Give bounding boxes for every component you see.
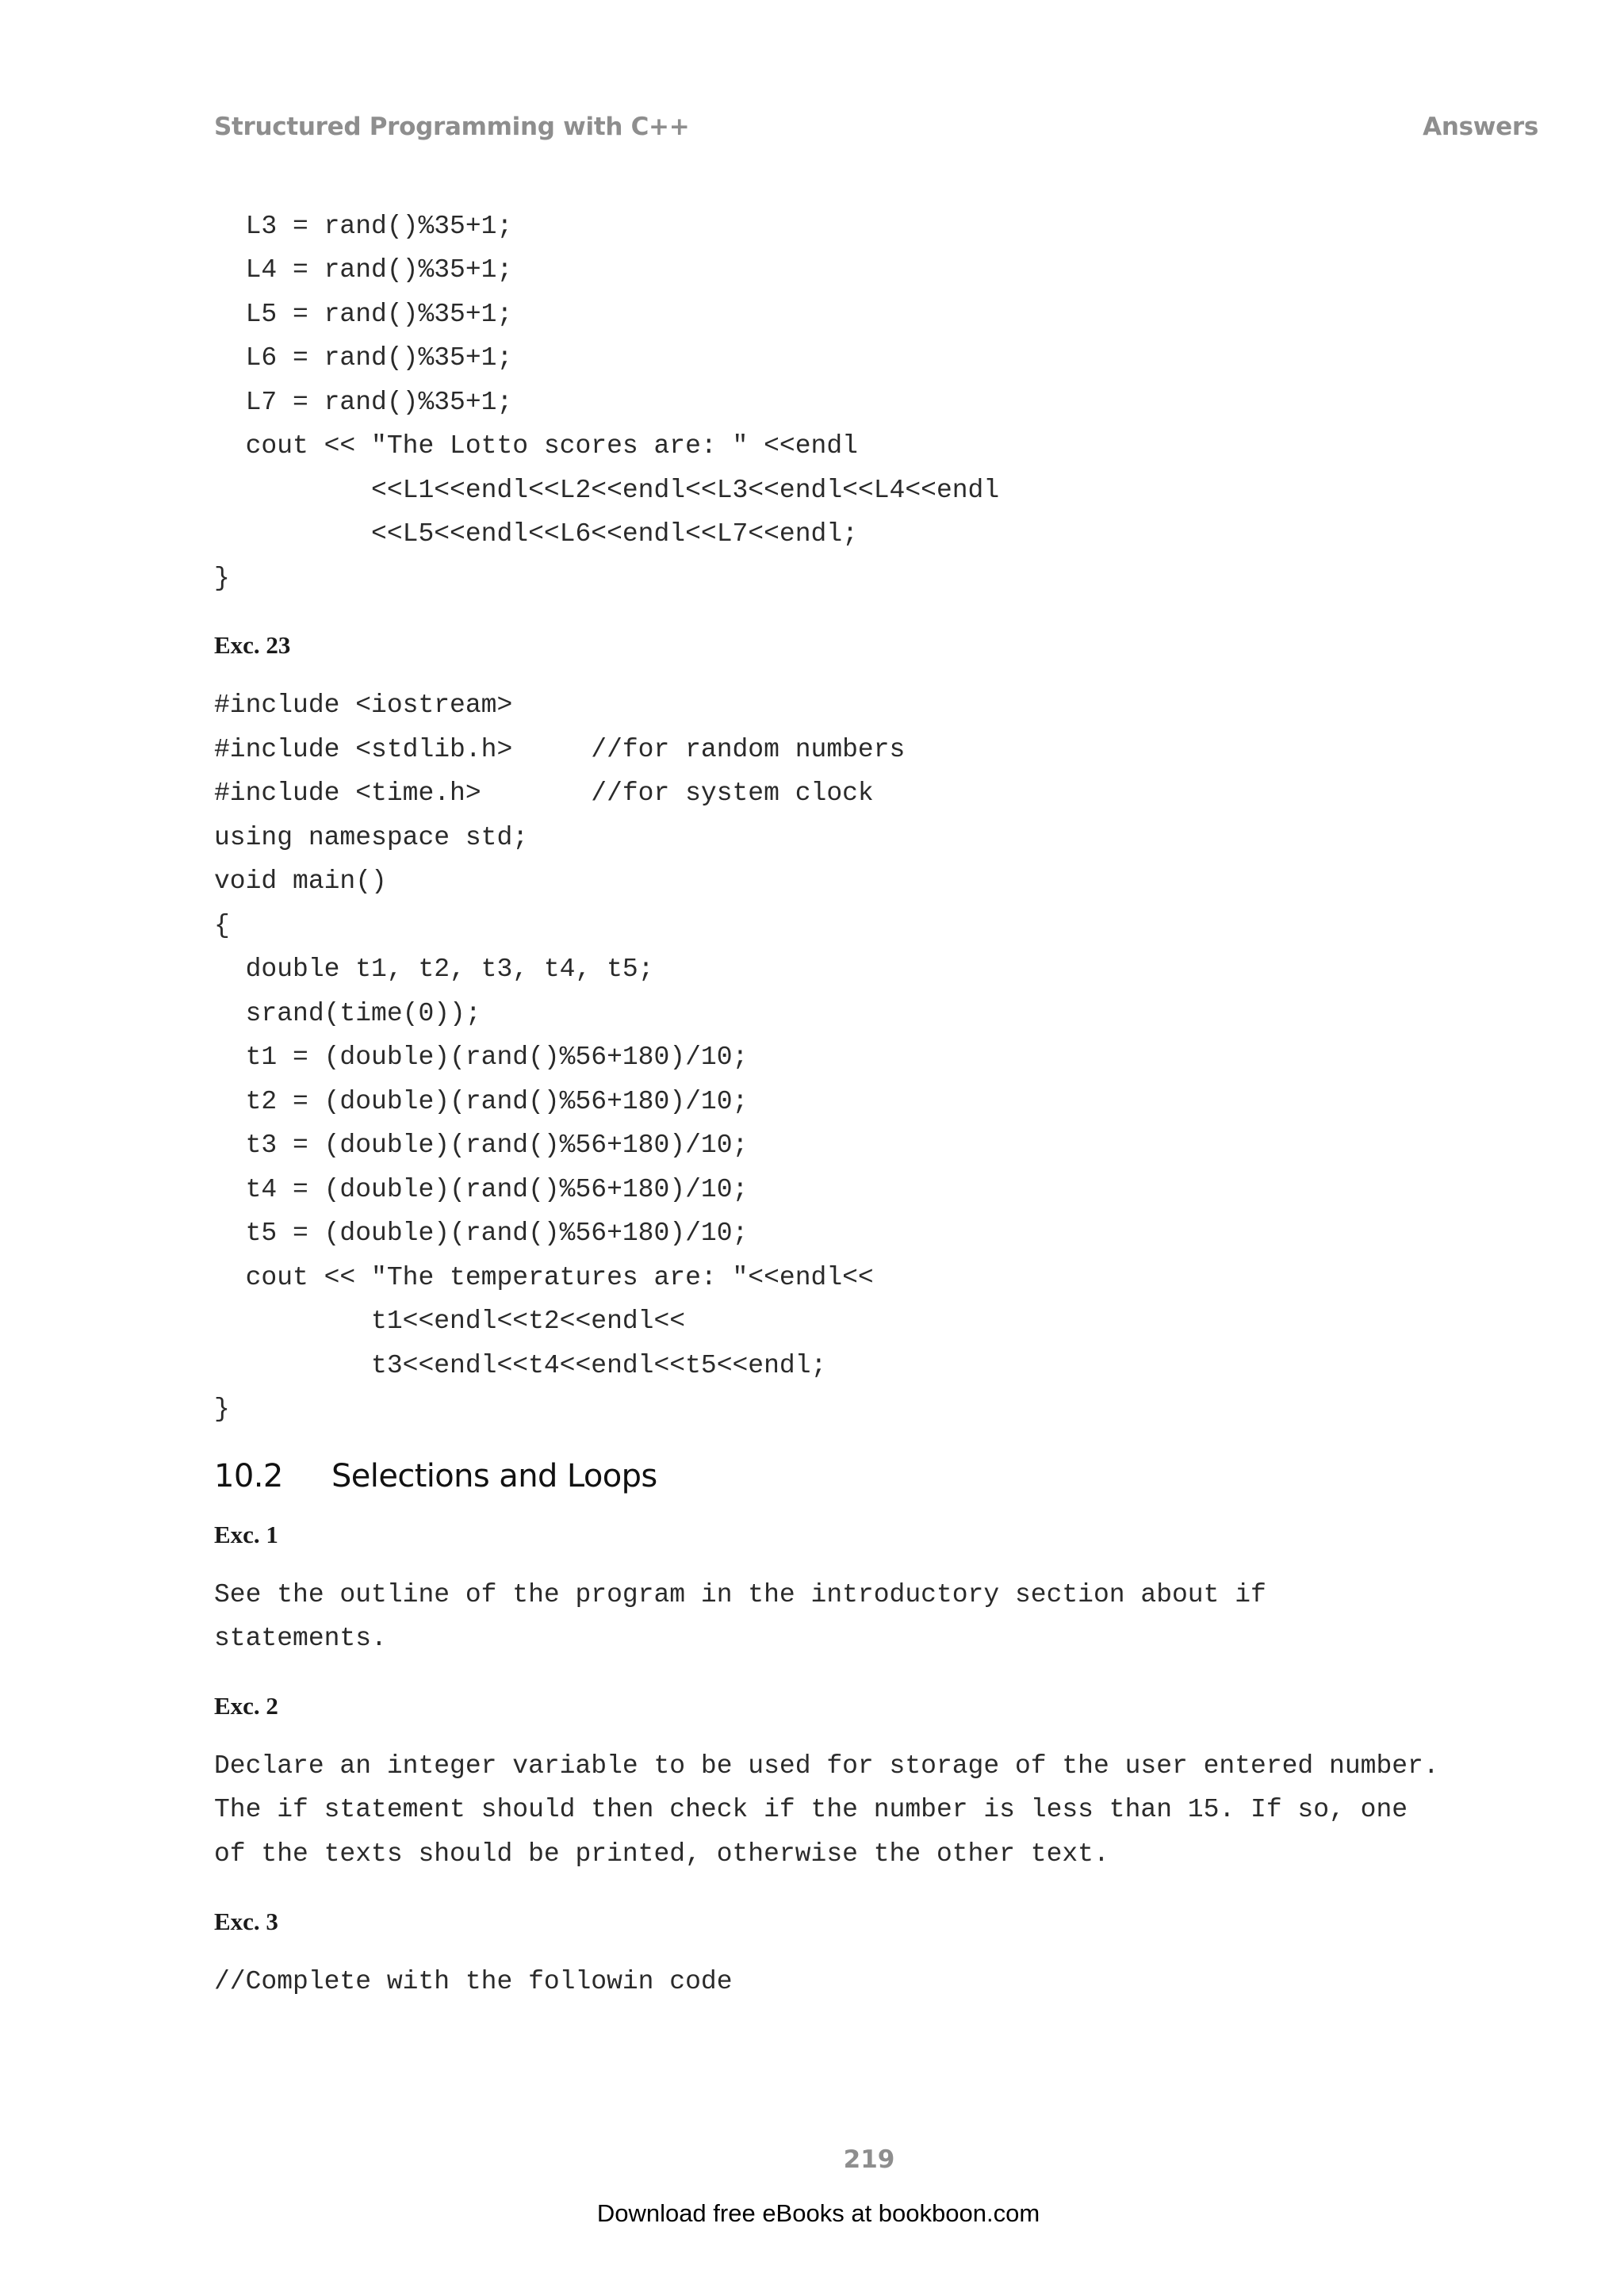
exercise-heading: Exc. 23 [214, 631, 291, 659]
download-ebooks-link[interactable]: Download free eBooks at bookboon.com [596, 2199, 1040, 2227]
text-line: The if statement should then check if the number is less than 15. If so, one [214, 1795, 1408, 1824]
code-line: cout << "The temperatures are: "<<endl<< [214, 1263, 874, 1292]
code-line: L4 = rand()%35+1; [214, 255, 513, 285]
section-heading [214, 1456, 657, 1497]
code-line: } [214, 564, 230, 593]
section-title: Selections and Loops [331, 1458, 657, 1494]
page-number: 219 [843, 2145, 895, 2174]
code-line: void main() [214, 867, 387, 896]
code-line: } [214, 1395, 230, 1424]
running-header [214, 113, 1538, 151]
code-line: #include <iostream> [214, 691, 513, 720]
code-line: t1 = (double)(rand()%56+180)/10; [214, 1043, 749, 1072]
code-line: t5 = (double)(rand()%56+180)/10; [214, 1219, 749, 1248]
code-line: L3 = rand()%35+1; [214, 212, 513, 241]
code-line: t4 = (double)(rand()%56+180)/10; [214, 1175, 749, 1204]
code-line: L7 = rand()%35+1; [214, 388, 513, 417]
exercise-heading: Exc. 1 [214, 1521, 278, 1548]
exercise-heading: Exc. 3 [214, 1908, 278, 1935]
code-line: #include <stdlib.h> //for random numbers [214, 735, 906, 764]
code-line: L5 = rand()%35+1; [214, 300, 513, 329]
book-title: Structured Programming with C++ [214, 113, 690, 141]
code-line: cout << "The Lotto scores are: " <<endl [214, 431, 858, 461]
exercise-heading: Exc. 2 [214, 1692, 278, 1720]
section-number: 10.2 [214, 1458, 283, 1494]
code-line: L6 = rand()%35+1; [214, 343, 513, 373]
code-line: t3<<endl<<t4<<endl<<t5<<endl; [214, 1351, 827, 1380]
chapter-title: Answers [1423, 113, 1538, 141]
code-line: #include <time.h> //for system clock [214, 779, 874, 808]
code-line: <<L1<<endl<<L2<<endl<<L3<<endl<<L4<<endl [214, 476, 1000, 505]
code-line: srand(time(0)); [214, 999, 481, 1028]
code-line: { [214, 911, 230, 940]
code-comment-line: //Complete with the followin code [214, 1967, 733, 1996]
code-line: t3 = (double)(rand()%56+180)/10; [214, 1131, 749, 1160]
text-line: Declare an integer variable to be used for storage of the user entered number. [214, 1751, 1439, 1781]
code-line: <<L5<<endl<<L6<<endl<<L7<<endl; [214, 519, 858, 549]
text-line: of the texts should be printed, otherwise the other text. [214, 1839, 1109, 1869]
text-line: statements. [214, 1624, 387, 1653]
code-line: t1<<endl<<t2<<endl<< [214, 1307, 686, 1336]
code-line: double t1, t2, t3, t4, t5; [214, 955, 654, 984]
text-line: See the outline of the program in the introductory section about if [214, 1580, 1266, 1609]
code-line: using namespace std; [214, 823, 529, 852]
code-line: t2 = (double)(rand()%56+180)/10; [214, 1087, 749, 1116]
